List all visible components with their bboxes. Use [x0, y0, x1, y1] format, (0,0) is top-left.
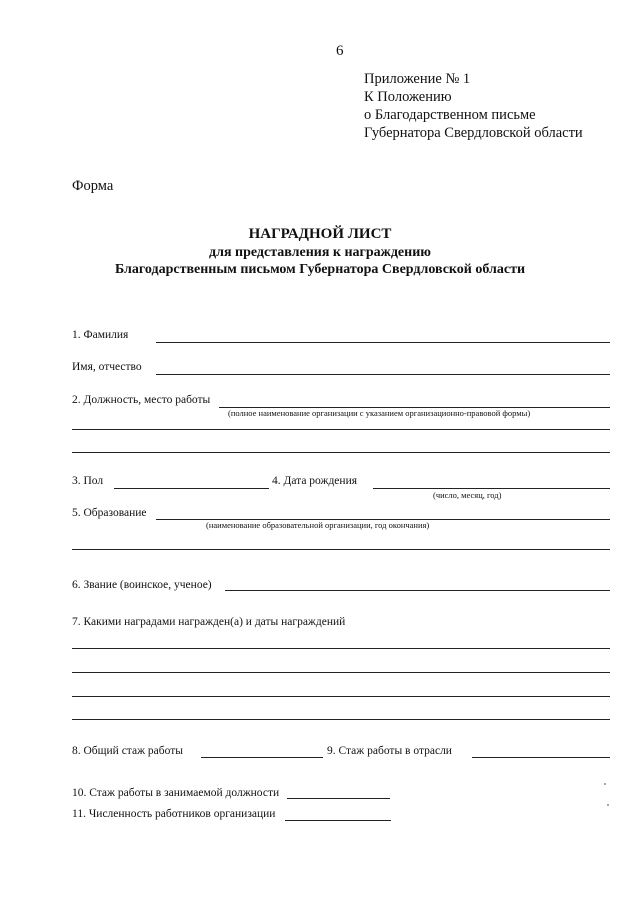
position-field-line-2[interactable]	[72, 429, 610, 430]
surname-label: 1. Фамилия	[72, 329, 129, 341]
total-experience-label: 8. Общий стаж работы	[72, 745, 183, 757]
rank-field-line[interactable]	[225, 590, 610, 591]
surname-field-line[interactable]	[156, 342, 610, 343]
document-subtitle: для представления к награждению	[209, 245, 431, 260]
gender-label: 3. Пол	[72, 475, 104, 487]
education-hint: (наименование образовательной организации, год окончания)	[206, 520, 430, 530]
education-label: 5. Образование	[72, 507, 147, 519]
form-label: Форма	[72, 178, 114, 194]
appendix-line-4: Губернатора Свердловской области	[364, 125, 583, 141]
industry-experience-label: 9. Стаж работы в отрасли	[327, 745, 452, 757]
awards-label: 7. Какими наградами награжден(а) и даты награждений	[72, 616, 346, 628]
position-label: 2. Должность, место работы	[72, 394, 211, 406]
position-experience-field-line[interactable]	[287, 798, 390, 799]
awards-field-line-1[interactable]	[72, 648, 610, 649]
employees-count-label: 11. Численность работников организации	[72, 808, 276, 820]
appendix-note	[364, 70, 583, 142]
document-subtitle-2: Благодарственным письмом Губернатора Свердловской области	[114, 262, 526, 277]
rank-label: 6. Звание (воинское, ученое)	[72, 579, 212, 591]
name-patronymic-label: Имя, отчество	[72, 361, 142, 373]
birth-date-field-line[interactable]	[373, 488, 610, 489]
awards-field-line-4[interactable]	[72, 719, 610, 720]
industry-experience-field-line[interactable]	[472, 757, 610, 758]
total-experience-field-line[interactable]	[201, 757, 323, 758]
appendix-line-3: о Благодарственном письме	[364, 107, 536, 123]
awards-field-line-3[interactable]	[72, 696, 610, 697]
employees-count-field-line[interactable]	[285, 820, 391, 821]
position-field-line-3[interactable]	[72, 452, 610, 453]
appendix-line-2: К Положению	[364, 89, 452, 105]
awards-field-line-2[interactable]	[72, 672, 610, 673]
education-field-line-2[interactable]	[72, 549, 610, 550]
scan-speck	[604, 783, 606, 785]
page-number: 6	[336, 43, 344, 59]
gender-field-line[interactable]	[114, 488, 269, 489]
document-title: НАГРАДНОЙ ЛИСТ	[248, 226, 392, 242]
birth-date-hint: (число, месяц, год)	[433, 490, 502, 500]
scan-speck	[607, 804, 609, 806]
position-hint: (полное наименование организации с указанием организационно-правовой формы)	[228, 408, 531, 418]
appendix-line-1: Приложение № 1	[364, 71, 471, 87]
name-patronymic-field-line[interactable]	[156, 374, 610, 375]
birth-date-label: 4. Дата рождения	[272, 475, 358, 487]
position-experience-label: 10. Стаж работы в занимаемой должности	[72, 787, 280, 799]
